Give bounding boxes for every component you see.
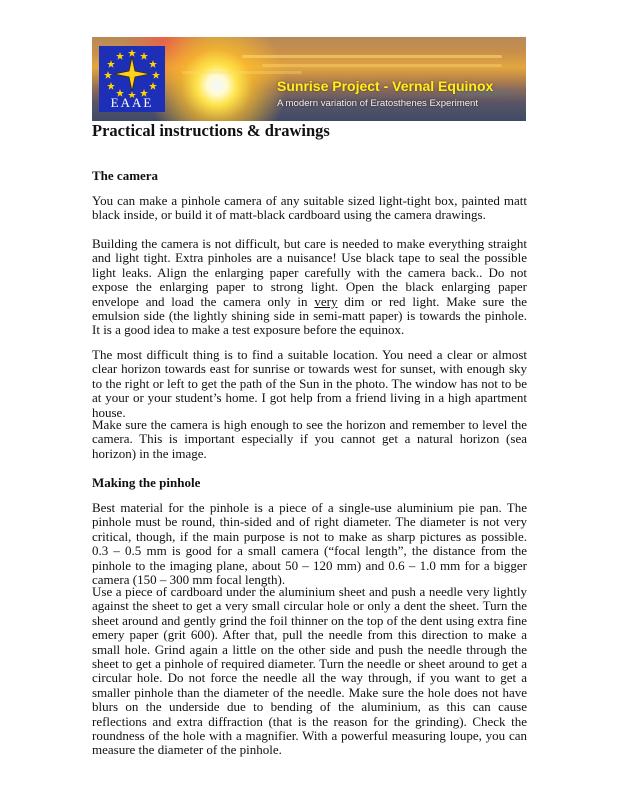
text-run: dim or red light. Make sure the emulsion side (the lightly shining side in semi-matt paper) is towards the pinhole. It is a good idea to make a test exposure before the equinox.: [92, 293, 527, 338]
paragraph-camera-height: Make sure the camera is high enough to see the horizon and remember to level the camera. This is important especially if you cannot get a natural horizon (sea horizon) in the image.: [92, 417, 527, 461]
section-heading-pinhole: Making the pinhole: [92, 475, 201, 490]
banner-title: Sunrise Project - Vernal Equinox: [277, 78, 494, 94]
logo-text: EAAE: [110, 95, 154, 110]
eaae-logo: [99, 46, 165, 112]
banner-cloud-streak: [182, 71, 302, 74]
banner-cloud-streak: [242, 55, 502, 58]
paragraph-pinhole-material: Best material for the pinhole is a piece of a single-use aluminium pie pan. The pinhole must be round, thin-sided and of right diameter. The diameter is not very critical, though, if the main purpose is not to make as sharp pictures as possible. 0.3 – 0.5 mm is good for a small camera (“focal length”, the distance from the pinhole to the imaging plane, about 50 – 120 mm) and 0.6 – 1.0 mm for a bigger camera (150 – 300 mm focal length).: [92, 500, 527, 588]
paragraph-location: The most difficult thing is to find a suitable location. You need a clear or almost clear horizon towards east for sunrise or towards west for sunset, with enough sky to the right or left to get the path of the Sun in the photo. The window has not to be at your or your student’s home. I got help from a friend living in a high apartment house.: [92, 347, 527, 420]
underlined-word: very: [314, 293, 338, 309]
page-title: Practical instructions & drawings: [92, 121, 330, 140]
logo-stars-icon: [99, 46, 165, 98]
header-banner: [92, 37, 526, 121]
paragraph-pinhole-method: Use a piece of cardboard under the aluminium sheet and push a needle very lightly against the sheet to get a very small circular hole or only a dent the sheet. Turn the sheet around and gently grind the foil thinner on the top of the dent using extra fine emery paper (grit 600). After that, pull the needle from this direction to make a small hole. Grind again a little on the other side and push the needle through the sheet to get a pinhole of required diameter. Turn the needle or sheet around to get a circular hole. Do not force the needle all the way through, if you want to get a smaller pinhole than the diameter of the needle. Make sure the hole does not have blurs on the underside due to bending of the aluminium, as this can cause reflections and extra diffraction (that is the reason for the grinding). Check the roundness of the hole with a magnifier. With a powerful measuring loupe, you can measure the diameter of the pinhole.: [92, 584, 527, 758]
paragraph-camera-intro: You can make a pinhole camera of any suitable sized light-tight box, painted matt black inside, or build it of matt-black cardboard using the camera drawings.: [92, 193, 527, 223]
banner-subtitle: A modern variation of Eratosthenes Experiment: [277, 98, 479, 109]
paragraph-building-camera: [92, 237, 527, 338]
text-run: Building the camera is not difficult, but care is needed to make everything straight and light tight. Extra pinholes are a nuisance! Use black tape to seal the possible light leaks. Align the enlarging paper carefully with the camera back.. Do not expose the enlarging paper to strong light. Open the black enlarging paper envelope and load the camera only in: [92, 236, 527, 309]
section-heading-camera: The camera: [92, 168, 159, 183]
banner-cloud-streak: [262, 64, 502, 67]
